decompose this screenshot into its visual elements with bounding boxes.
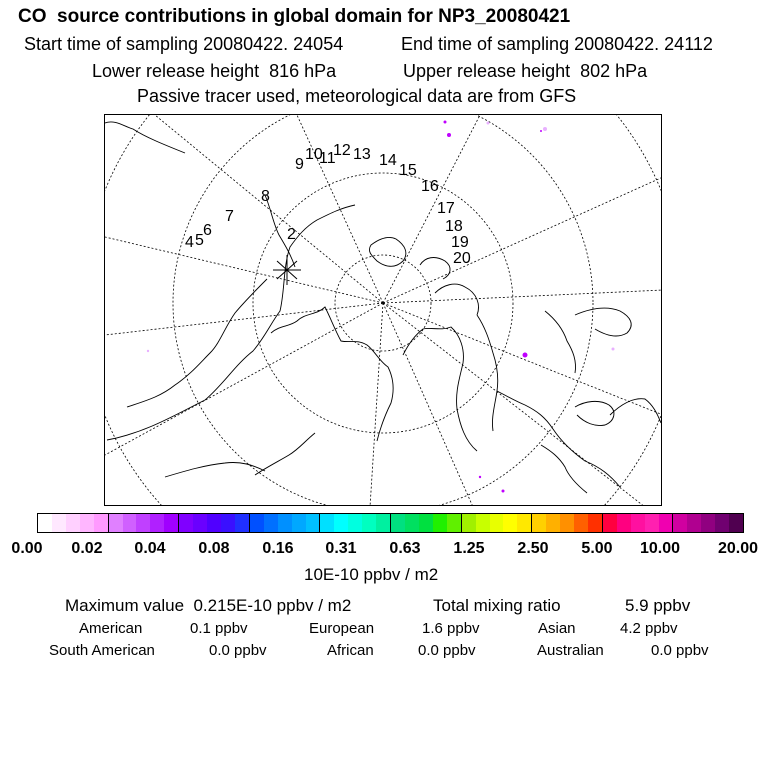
subtitle-note: Passive tracer used, meteorological data are from GFS — [137, 86, 577, 106]
region-name: South American — [49, 642, 155, 659]
trajectory-hour-label: 13 — [353, 146, 371, 163]
trajectory-hour-label: 4 — [185, 234, 194, 251]
trajectory-hour-label: 16 — [421, 178, 439, 195]
colorbar-cell — [320, 514, 334, 532]
trajectory-hour-label: 15 — [399, 162, 417, 179]
colorbar-cell — [645, 514, 659, 532]
trajectory-hour-label: 5 — [195, 232, 204, 249]
colorbar-cell — [517, 514, 532, 532]
colorbar-cell — [476, 514, 490, 532]
colorbar-cell — [376, 514, 391, 532]
colorbar-cell — [109, 514, 123, 532]
colorbar-cell — [264, 514, 278, 532]
colorbar-cell — [94, 514, 109, 532]
total-mixing-ratio-value: 5.9 ppbv — [625, 596, 691, 615]
region-name: Australian — [537, 642, 604, 659]
colorbar-cell — [179, 514, 193, 532]
colorbar-cell — [292, 514, 306, 532]
colorbar-cell — [701, 514, 715, 532]
polar-map — [104, 114, 662, 506]
colorbar-tick-label: 5.00 — [581, 540, 613, 557]
colorbar-tick-label: 0.00 — [11, 540, 43, 557]
colorbar-cell — [715, 514, 729, 532]
colorbar-cell — [617, 514, 631, 532]
release-marker — [273, 255, 301, 285]
colorbar — [37, 513, 744, 533]
colorbar-cell — [66, 514, 80, 532]
colorbar-tick-label: 0.31 — [325, 540, 357, 557]
tracer-plumes — [444, 121, 543, 493]
map-graphics — [105, 115, 662, 506]
trajectory-hour-label: 10 — [305, 146, 323, 163]
colorbar-cell — [164, 514, 179, 532]
colorbar-cell — [334, 514, 348, 532]
trajectory-hour-label: 18 — [445, 218, 463, 235]
colorbar-tick-label: 20.00 — [717, 540, 759, 557]
trajectory-hour-label: 12 — [333, 142, 351, 159]
colorbar-cell — [80, 514, 94, 532]
colorbar-cell — [503, 514, 517, 532]
lower-release-height: Lower release height 816 hPa — [92, 61, 337, 81]
region-name: European — [309, 620, 375, 637]
colorbar-tick-label: 0.08 — [198, 540, 230, 557]
colorbar-cell — [235, 514, 250, 532]
colorbar-cell — [659, 514, 674, 532]
colorbar-cell — [631, 514, 645, 532]
region-name: African — [327, 642, 374, 659]
upper-release-height: Upper release height 802 hPa — [403, 61, 648, 81]
region-value: 1.6 ppbv — [422, 620, 480, 637]
colorbar-cell — [123, 514, 137, 532]
colorbar-cell — [405, 514, 419, 532]
trajectory-hour-label: 17 — [437, 200, 455, 217]
colorbar-cell — [447, 514, 462, 532]
colorbar-cell — [306, 514, 321, 532]
colorbar-tick-label: 10.00 — [639, 540, 681, 557]
colorbar-cell — [193, 514, 207, 532]
colorbar-tick-label: 2.50 — [517, 540, 549, 557]
colorbar-tick-label: 0.16 — [262, 540, 294, 557]
colorbar-cell — [278, 514, 292, 532]
colorbar-cell — [362, 514, 376, 532]
total-mixing-ratio-label: Total mixing ratio — [433, 596, 561, 615]
colorbar-cell — [490, 514, 504, 532]
colorbar-cell — [391, 514, 405, 532]
colorbar-tick-label: 0.04 — [134, 540, 166, 557]
colorbar-unit: 10E-10 ppbv / m2 — [304, 565, 439, 584]
colorbar-cell — [419, 514, 433, 532]
colorbar-tick-label: 1.25 — [453, 540, 485, 557]
colorbar-cell — [462, 514, 476, 532]
colorbar-cell — [150, 514, 164, 532]
region-value: 0.0 ppbv — [651, 642, 709, 659]
colorbar-cell — [532, 514, 546, 532]
colorbar-cell — [588, 514, 603, 532]
colorbar-cell — [574, 514, 588, 532]
start-time: Start time of sampling 20080422. 24054 — [24, 34, 344, 54]
trajectory-hour-label: 14 — [379, 152, 397, 169]
trajectory-hour-label: 2 — [287, 226, 296, 243]
region-name: American — [79, 620, 143, 637]
trajectory-hour-label: 9 — [295, 156, 304, 173]
colorbar-tick-label: 0.63 — [389, 540, 421, 557]
trajectory-hour-label: 19 — [451, 234, 469, 251]
colorbar-cell — [433, 514, 447, 532]
colorbar-cell — [546, 514, 560, 532]
colorbar-cell — [221, 514, 235, 532]
colorbar-cell — [207, 514, 221, 532]
graticule — [105, 115, 662, 506]
colorbar-cell — [673, 514, 687, 532]
trajectory-hour-label: 7 — [225, 208, 234, 225]
trajectory-hour-label: 20 — [453, 250, 471, 267]
trajectory-hour-label: 8 — [261, 188, 270, 205]
region-value: 0.0 ppbv — [418, 642, 476, 659]
colorbar-cell — [52, 514, 66, 532]
colorbar-cell — [38, 514, 52, 532]
colorbar-cell — [560, 514, 574, 532]
colorbar-tick-label: 0.02 — [71, 540, 103, 557]
region-value: 4.2 ppbv — [620, 620, 678, 637]
maximum-value: Maximum value 0.215E-10 ppbv / m2 — [65, 596, 352, 615]
colorbar-cell — [729, 514, 743, 532]
region-name: Asian — [538, 620, 576, 637]
trajectory-hour-label: 11 — [319, 150, 336, 167]
page-title: CO source contributions in global domain for NP3_20080421 — [18, 6, 571, 27]
trajectory-hour-label: 6 — [203, 222, 212, 239]
region-value: 0.0 ppbv — [209, 642, 267, 659]
colorbar-cell — [687, 514, 701, 532]
region-value: 0.1 ppbv — [190, 620, 248, 637]
colorbar-cell — [603, 514, 617, 532]
colorbar-cell — [250, 514, 264, 532]
colorbar-cell — [136, 514, 150, 532]
end-time: End time of sampling 20080422. 24112 — [401, 34, 713, 54]
colorbar-cell — [348, 514, 362, 532]
